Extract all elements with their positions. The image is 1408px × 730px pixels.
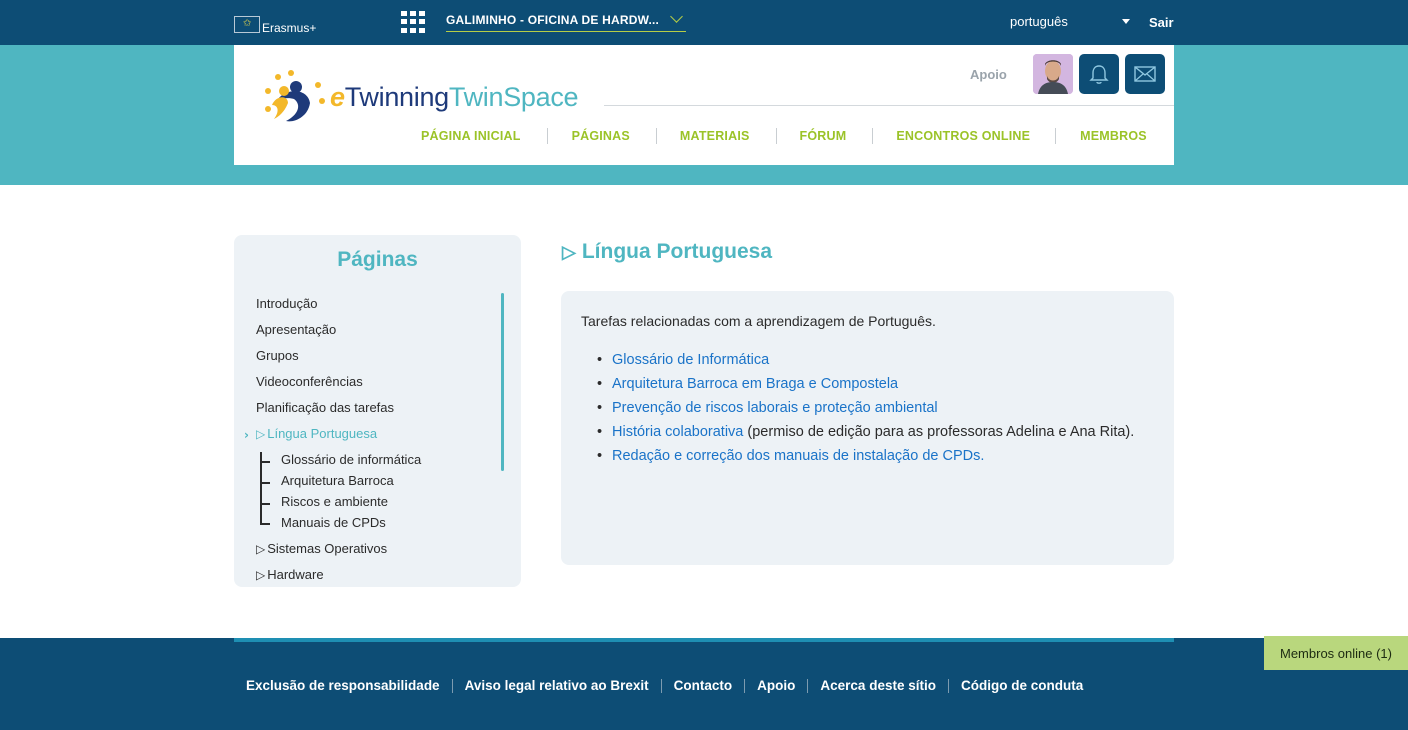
messages-button[interactable]	[1125, 54, 1165, 94]
bullet-icon: •	[597, 424, 603, 440]
etwinning-logo[interactable]	[258, 65, 578, 125]
nav-divider	[776, 128, 777, 144]
link-redacao[interactable]: Redação e correção dos manuais de instalação de CPDs.	[612, 448, 985, 464]
triangle-right-icon: ▷	[256, 542, 266, 556]
bell-icon	[1088, 63, 1110, 85]
tree-branch	[260, 461, 270, 463]
subpage-glossario[interactable]: Glossário de informática	[281, 452, 422, 467]
page-title	[562, 240, 772, 264]
footer-accent-line	[234, 638, 1174, 642]
footer-link-support[interactable]: Apoio	[757, 678, 796, 693]
sidebar-item-label: Língua Portuguesa	[267, 426, 378, 441]
content-intro: Tarefas relacionadas com a aprendizagem de Português.	[581, 313, 936, 329]
main-nav	[421, 128, 1147, 144]
list-item	[597, 444, 1147, 468]
footer-link-code-of-conduct[interactable]: Código de conduta	[960, 678, 1084, 693]
nav-divider	[656, 128, 657, 144]
footer-divider	[807, 679, 808, 693]
nav-materials[interactable]: MATERIAIS	[679, 129, 750, 143]
sidebar-scrollbar[interactable]	[501, 293, 504, 471]
envelope-icon	[1133, 64, 1157, 84]
sidebar-item-apresentacao[interactable]: Apresentação	[256, 322, 337, 337]
nav-forum[interactable]: FÓRUM	[799, 129, 847, 143]
footer-link-about[interactable]: Acerca deste sítio	[820, 678, 936, 693]
tree-branch	[260, 503, 270, 505]
subpage-manuais[interactable]: Manuais de CPDs	[281, 515, 386, 530]
sidebar-title: Páginas	[337, 248, 418, 271]
bullet-icon: •	[597, 352, 603, 368]
sidebar-item-label: Sistemas Operativos	[267, 541, 388, 556]
members-online-button[interactable]: Membros online (1)	[1264, 636, 1408, 670]
sidebar-item-sistemas-operativos[interactable]	[256, 541, 387, 556]
footer-divider	[661, 679, 662, 693]
user-avatar-icon	[1033, 54, 1073, 94]
bullet-icon: •	[597, 400, 603, 416]
link-glossario[interactable]: Glossário de Informática	[612, 352, 770, 368]
bullet-icon: •	[597, 376, 603, 392]
footer-divider	[948, 679, 949, 693]
footer-links	[246, 678, 1083, 693]
page-title-text: Língua Portuguesa	[581, 240, 773, 263]
list-item	[597, 348, 1147, 372]
project-selector[interactable]	[446, 9, 686, 32]
chevron-down-icon	[670, 10, 683, 23]
language-selector[interactable]	[1010, 14, 1130, 29]
sidebar-item-grupos[interactable]: Grupos	[256, 348, 299, 363]
sidebar-item-planificacao[interactable]: Planificação das tarefas	[256, 400, 395, 415]
sidebar-item-videoconferencias[interactable]: Videoconferências	[256, 374, 363, 389]
nav-pages[interactable]: PÁGINAS	[571, 129, 630, 143]
footer-link-disclaimer[interactable]: Exclusão de responsabilidade	[246, 678, 440, 693]
project-name: GALIMINHO - OFICINA DE HARDW...	[446, 13, 660, 27]
apps-grid-icon[interactable]	[401, 11, 425, 33]
erasmus-brand[interactable]	[234, 13, 316, 35]
sidebar-item-hardware[interactable]	[256, 567, 324, 582]
logout-link[interactable]: Sair	[1149, 15, 1174, 30]
tree-branch	[260, 523, 270, 525]
eu-flag-icon	[234, 16, 260, 33]
link-arquitetura[interactable]: Arquitetura Barroca em Braga e Compostela	[612, 376, 899, 392]
link-historia[interactable]: História colaborativa	[612, 424, 744, 440]
content-link-list	[597, 348, 1147, 468]
list-item	[597, 372, 1147, 396]
triangle-right-icon: ▷	[256, 427, 266, 441]
user-avatar[interactable]	[1033, 54, 1073, 94]
etwinning-logo-icon	[258, 65, 328, 125]
footer-link-brexit[interactable]: Aviso legal relativo ao Brexit	[464, 678, 649, 693]
sidebar-item-introducao[interactable]: Introdução	[256, 296, 318, 311]
support-link[interactable]: Apoio	[970, 67, 1007, 82]
top-bar	[0, 0, 1408, 45]
nav-divider	[547, 128, 548, 144]
nav-divider	[872, 128, 873, 144]
triangle-right-icon: ▷	[562, 241, 576, 262]
link-prevencao[interactable]: Prevenção de riscos laborais e proteção ambiental	[612, 400, 938, 416]
list-item	[597, 396, 1147, 420]
list-item	[597, 420, 1147, 444]
sidebar-item-label: Hardware	[267, 567, 324, 582]
bullet-icon: •	[597, 448, 603, 464]
nav-online-meetings[interactable]: ENCONTROS ONLINE	[896, 129, 1031, 143]
nav-divider	[1055, 128, 1056, 144]
erasmus-label: Erasmus+	[262, 21, 317, 35]
tree-branch	[260, 482, 270, 484]
header-divider	[604, 105, 1174, 106]
subpage-arquitetura[interactable]: Arquitetura Barroca	[281, 473, 394, 488]
subpage-riscos[interactable]: Riscos e ambiente	[281, 494, 388, 509]
caret-down-icon	[1122, 19, 1130, 24]
footer-link-contact[interactable]: Contacto	[673, 678, 733, 693]
triangle-right-icon: ▷	[256, 568, 266, 582]
nav-home[interactable]: PÁGINA INICIAL	[421, 129, 521, 143]
list-item-suffix: (permiso de edição para as professoras Adelina e Ana Rita).	[743, 424, 1135, 440]
sidebar-item-lingua-portuguesa[interactable]	[256, 426, 377, 441]
language-value: português	[1010, 14, 1068, 29]
notifications-button[interactable]	[1079, 54, 1119, 94]
chevron-right-icon: ›	[244, 428, 249, 442]
footer-divider	[744, 679, 745, 693]
logo-wordmark: eTwinningTwinSpace	[330, 81, 579, 112]
nav-members[interactable]: MEMBROS	[1080, 129, 1147, 143]
footer-divider	[452, 679, 453, 693]
